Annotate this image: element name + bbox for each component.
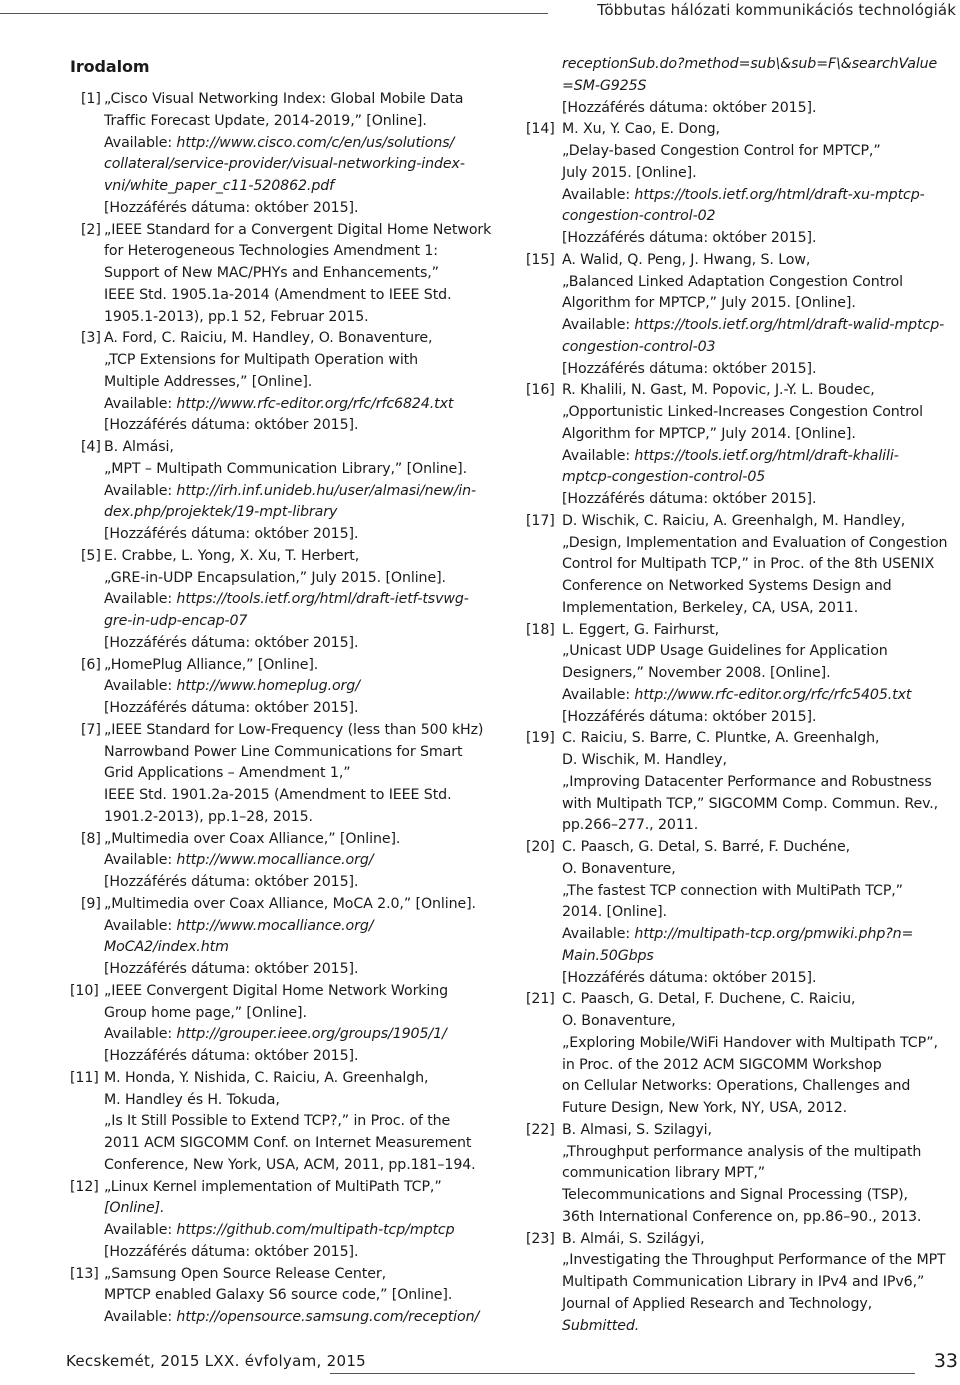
reference-line: in Proc. of the 2012 ACM SIGCOMM Workshop xyxy=(562,1056,882,1073)
reference-line: [Hozzáférés dátuma: október 2015]. xyxy=(104,700,359,716)
reference-line: Available: http://www.rfc-editor.org/rfc/rfc6824.txt xyxy=(104,395,454,412)
reference-item xyxy=(70,1177,510,1264)
reference-line: Available: https://tools.ietf.org/html/draft-khalili- xyxy=(562,447,899,464)
reference-item xyxy=(81,829,510,894)
reference-line: „Investigating the Throughput Performance of the MPT xyxy=(562,1252,946,1269)
reference-line: Available: https://tools.ietf.org/html/draft-ietf-tsvwg- xyxy=(104,591,469,608)
reference-line: Designers,” November 2008. [Online]. xyxy=(562,665,831,681)
reference-line: Available: http://www.mocalliance.org/ xyxy=(104,852,374,869)
reference-line: C. Raiciu, S. Barre, C. Pluntke, A. Greenhalgh, xyxy=(562,730,880,747)
reference-item xyxy=(81,894,510,981)
reference-line: Conference, New York, USA, ACM, 2011, pp.181–194. xyxy=(104,1156,476,1173)
reference-line: „Exploring Mobile/WiFi Handover with Multipath TCP”, xyxy=(562,1034,938,1051)
reference-item xyxy=(526,728,960,837)
reference-item xyxy=(526,54,960,119)
reference-line: 1905.1-2013), pp.1 52, Februar 2015. xyxy=(104,308,369,325)
reference-url[interactable]: http://www.rfc-editor.org/rfc/rfc5405.txt xyxy=(634,686,912,703)
reference-line: 2011 ACM SIGCOMM Conf. on Internet Measurement xyxy=(104,1135,472,1151)
reference-line: M. Xu, Y. Cao, E. Dong, xyxy=(562,121,720,138)
reference-number: [23] xyxy=(526,1230,555,1247)
reference-item xyxy=(526,837,960,989)
reference-number: [4] xyxy=(81,439,101,455)
reference-line: „IEEE Convergent Digital Home Network Working xyxy=(104,982,449,999)
reference-url[interactable]: http://www.rfc-editor.org/rfc/rfc6824.txt xyxy=(176,395,454,412)
reference-line: gre-in-udp-encap-07 xyxy=(104,613,248,629)
reference-number: [17] xyxy=(526,512,555,529)
reference-line: dex.php/projektek/19-mpt-library xyxy=(104,504,338,521)
reference-line: E. Crabbe, L. Yong, X. Xu, T. Herbert, xyxy=(104,547,360,564)
reference-number: [11] xyxy=(70,1069,99,1086)
reference-line: Implementation, Berkeley, CA, USA, 2011. xyxy=(562,599,859,616)
reference-line: M. Handley és H. Tokuda, xyxy=(104,1091,280,1108)
reference-line: „Delay-based Congestion Control for MPTCP,” xyxy=(562,143,881,159)
reference-line: Main.50Gbps xyxy=(562,947,654,964)
reference-line: MoCA2/index.htm xyxy=(104,939,229,956)
reference-line: =SM-G925S xyxy=(562,77,647,94)
reference-line: congestion-control-02 xyxy=(562,208,716,225)
reference-number: [2] xyxy=(81,221,101,238)
reference-line: L. Eggert, G. Fairhurst, xyxy=(562,621,720,638)
reference-line: [Hozzáférés dátuma: október 2015]. xyxy=(562,99,817,116)
reference-line: [Hozzáférés dátuma: október 2015]. xyxy=(562,969,817,986)
reference-line: 1901.2-2013), pp.1–28, 2015. xyxy=(104,808,313,825)
reference-url[interactable]: https://github.com/multipath-tcp/mptcp xyxy=(176,1222,455,1238)
reference-number: [22] xyxy=(526,1121,555,1138)
right-column xyxy=(526,54,960,1337)
reference-number: [15] xyxy=(526,251,555,268)
reference-url[interactable]: https://tools.ietf.org/html/draft-walid-mptcp- xyxy=(634,317,945,333)
reference-line: Algorithm for MPTCP,” July 2014. [Online]. xyxy=(562,425,856,442)
reference-item xyxy=(81,220,510,329)
reference-item xyxy=(526,380,960,511)
reference-line: O. Bonaventure, xyxy=(562,1013,676,1029)
reference-item xyxy=(81,546,510,655)
reference-line: „Linux Kernel implementation of MultiPath TCP,” xyxy=(104,1178,442,1195)
reference-line: Grid Applications – Amendment 1,” xyxy=(104,765,351,782)
left-column xyxy=(70,54,510,1329)
reference-url[interactable]: http://www.homeplug.org/ xyxy=(176,678,360,695)
reference-line: [Hozzáférés dátuma: október 2015]. xyxy=(104,526,359,542)
reference-item xyxy=(526,119,960,250)
reference-line: with Multipath TCP,” SIGCOMM Comp. Commun. Rev., xyxy=(562,795,939,812)
reference-line: M. Honda, Y. Nishida, C. Raiciu, A. Greenhalgh, xyxy=(104,1069,429,1086)
reference-item xyxy=(526,1120,960,1229)
reference-line: Available: http://opensource.samsung.com/reception/ xyxy=(104,1309,480,1325)
reference-line: A. Walid, Q. Peng, J. Hwang, S. Low, xyxy=(562,251,811,268)
reference-number: [1] xyxy=(81,91,101,107)
reference-line: [Hozzáférés dátuma: október 2015]. xyxy=(104,1243,359,1260)
reference-line: „IEEE Standard for Low-Frequency (less than 500 kHz) xyxy=(104,721,484,738)
reference-line: [Hozzáférés dátuma: október 2015]. xyxy=(104,961,359,977)
reference-line: for Heterogeneous Technologies Amendment 1: xyxy=(104,243,438,260)
reference-line: Available: http://irh.inf.unideb.hu/user/almasi/new/in- xyxy=(104,482,477,499)
reference-item xyxy=(81,89,510,220)
reference-line: July 2015. [Online]. xyxy=(562,164,697,181)
reference-line: „Opportunistic Linked-Increases Congestion Control xyxy=(562,404,923,420)
reference-line: „IEEE Standard for a Convergent Digital Home Network xyxy=(104,221,492,238)
section-title: Irodalom xyxy=(70,57,150,76)
reference-line: Control for Multipath TCP,” in Proc. of the 8th USENIX xyxy=(562,556,935,573)
reference-line: Journal of Applied Research and Technology, xyxy=(562,1295,873,1312)
reference-line: „Balanced Linked Adaptation Congestion Control xyxy=(562,273,903,290)
reference-line: O. Bonaventure, xyxy=(562,860,676,877)
reference-number: [3] xyxy=(81,330,101,347)
reference-url[interactable]: http://www.mocalliance.org/ xyxy=(176,852,374,869)
reference-number: [16] xyxy=(526,382,555,399)
reference-item xyxy=(81,720,510,829)
reference-line: C. Paasch, G. Detal, F. Duchene, C. Raiciu, xyxy=(562,991,856,1008)
footer-journal: Kecskemét, 2015 LXX. évfolyam, 2015 xyxy=(66,1352,367,1370)
reference-line: Available: http://grouper.ieee.org/groups/1905/1/ xyxy=(104,1026,447,1043)
reference-line: „MPT – Multipath Communication Library,” [Online]. xyxy=(104,460,468,477)
reference-url[interactable]: http://www.cisco.com/c/en/us/solutions/ xyxy=(176,134,455,151)
reference-line: „Improving Datacenter Performance and Robustness xyxy=(562,773,932,790)
reference-line: R. Khalili, N. Gast, M. Popovic, J.-Y. L. Boudec, xyxy=(562,382,875,399)
reference-line: collateral/service-provider/visual-networking-index- xyxy=(104,156,465,173)
reference-line: Algorithm for MPTCP,” July 2015. [Online]. xyxy=(562,295,856,312)
reference-item xyxy=(526,620,960,729)
reference-line: on Cellular Networks: Operations, Challenges and xyxy=(562,1078,911,1095)
reference-item xyxy=(70,981,510,1068)
reference-line: „HomePlug Alliance,” [Online]. xyxy=(104,656,319,673)
reference-url[interactable]: https://tools.ietf.org/html/draft-khalili- xyxy=(634,447,899,464)
reference-line: Available: http://www.cisco.com/c/en/us/solutions/ xyxy=(104,134,455,151)
reference-line: Available: http://www.mocalliance.org/ xyxy=(104,917,374,934)
reference-line: IEEE Std. 1901.2a-2015 (Amendment to IEEE Std. xyxy=(104,787,452,803)
reference-number: [18] xyxy=(526,621,555,638)
reference-line: „Unicast UDP Usage Guidelines for Application xyxy=(562,643,888,660)
reference-url[interactable]: http://multipath-tcp.org/pmwiki.php?n= xyxy=(634,926,914,942)
reference-line: [Online]. xyxy=(104,1200,165,1217)
reference-line: D. Wischik, C. Raiciu, A. Greenhalgh, M. Handley, xyxy=(562,512,906,529)
reference-line: Narrowband Power Line Communications for Smart xyxy=(104,743,463,760)
reference-line: „Throughput performance analysis of the multipath xyxy=(562,1143,922,1160)
reference-line: Traffic Forecast Update, 2014-2019,” [Online]. xyxy=(104,112,427,129)
reference-line: [Hozzáférés dátuma: október 2015]. xyxy=(562,360,817,377)
reference-item xyxy=(70,1264,510,1329)
reference-item xyxy=(526,1229,960,1338)
left-reference-list xyxy=(70,89,510,1329)
reference-line: [Hozzáférés dátuma: október 2015]. xyxy=(104,1048,359,1064)
reference-line: „Samsung Open Source Release Center, xyxy=(104,1265,387,1282)
reference-item xyxy=(81,328,510,437)
reference-number: [19] xyxy=(526,730,555,747)
reference-line: MPTCP enabled Galaxy S6 source code,” [Online]. xyxy=(104,1287,453,1304)
reference-item xyxy=(526,250,960,381)
reference-line: vni/white_paper_c11-520862.pdf xyxy=(104,178,335,194)
reference-line: „Cisco Visual Networking Index: Global Mobile Data xyxy=(104,91,464,107)
reference-line: receptionSub.do?method=sub\&sub=F\&searchValue xyxy=(562,56,938,72)
reference-url[interactable]: https://tools.ietf.org/html/draft-xu-mptcp- xyxy=(634,186,925,203)
reference-line: Group home page,” [Online]. xyxy=(104,1004,307,1021)
reference-line: Available: https://tools.ietf.org/html/draft-walid-mptcp- xyxy=(562,317,945,333)
reference-item xyxy=(81,437,510,546)
reference-item xyxy=(70,1068,510,1177)
reference-line: „The fastest TCP connection with MultiPath TCP,” xyxy=(562,882,903,899)
page-number: 33 xyxy=(933,1350,958,1372)
reference-line: Available: http://www.homeplug.org/ xyxy=(104,678,360,695)
reference-line: Available: http://www.rfc-editor.org/rfc/rfc5405.txt xyxy=(562,686,912,703)
reference-line: [Hozzáférés dátuma: október 2015]. xyxy=(562,708,817,725)
reference-number: [12] xyxy=(70,1178,99,1195)
reference-line: congestion-control-03 xyxy=(562,338,716,355)
reference-line: [Hozzáférés dátuma: október 2015]. xyxy=(562,491,817,507)
reference-line: Support of New MAC/PHYs and Enhancements,” xyxy=(104,265,439,281)
reference-number: [9] xyxy=(81,895,101,912)
reference-line: A. Ford, C. Raiciu, M. Handley, O. Bonaventure, xyxy=(104,330,433,347)
reference-line: Available: https://github.com/multipath-tcp/mptcp xyxy=(104,1222,455,1238)
reference-line: Telecommunications and Signal Processing (TSP), xyxy=(562,1187,908,1203)
header-rule xyxy=(0,13,548,14)
reference-number: [6] xyxy=(81,656,101,673)
reference-line: Conference on Networked Systems Design and xyxy=(562,578,892,594)
footer-rule xyxy=(330,1373,915,1374)
reference-line: C. Paasch, G. Detal, S. Barré, F. Duchéne, xyxy=(562,839,850,855)
reference-item xyxy=(526,989,960,1120)
reference-line: 36th International Conference on, pp.86–90., 2013. xyxy=(562,1208,922,1225)
reference-line: [Hozzáférés dátuma: október 2015]. xyxy=(562,230,817,246)
reference-line: IEEE Std. 1905.1a-2014 (Amendment to IEEE Std. xyxy=(104,286,452,303)
reference-line: D. Wischik, M. Handley, xyxy=(562,752,727,768)
reference-line: „TCP Extensions for Multipath Operation with xyxy=(104,352,419,368)
reference-number: [8] xyxy=(81,830,101,847)
reference-line: pp.266–277., 2011. xyxy=(562,817,699,834)
reference-line: [Hozzáférés dátuma: október 2015]. xyxy=(104,417,359,434)
reference-line: 2014. [Online]. xyxy=(562,904,667,921)
reference-url[interactable]: http://opensource.samsung.com/reception/ xyxy=(176,1309,480,1325)
reference-line: Available: https://tools.ietf.org/html/draft-xu-mptcp- xyxy=(562,186,925,203)
reference-number: [5] xyxy=(81,547,101,564)
right-reference-list xyxy=(526,54,960,1337)
reference-number: [20] xyxy=(526,839,555,855)
reference-line: „Multimedia over Coax Alliance, MoCA 2.0,” [Online]. xyxy=(104,895,476,912)
reference-line: [Hozzáférés dátuma: október 2015]. xyxy=(104,634,359,651)
reference-number: [10] xyxy=(70,982,99,999)
reference-item xyxy=(81,655,510,720)
reference-item xyxy=(526,511,960,620)
reference-line: Submitted. xyxy=(562,1317,640,1334)
reference-url[interactable]: http://www.mocalliance.org/ xyxy=(176,917,374,934)
reference-url[interactable]: http://grouper.ieee.org/groups/1905/1/ xyxy=(176,1026,447,1043)
reference-line: „GRE-in-UDP Encapsulation,” July 2015. [Online]. xyxy=(104,569,446,586)
reference-line: [Hozzáférés dátuma: október 2015]. xyxy=(104,874,359,890)
reference-line: B. Almási, xyxy=(104,439,174,455)
reference-line: mptcp-congestion-control-05 xyxy=(562,469,766,486)
reference-line: Multipath Communication Library in IPv4 and IPv6,” xyxy=(562,1274,925,1290)
reference-line: „Design, Implementation and Evaluation of Congestion xyxy=(562,534,948,551)
reference-line: „Multimedia over Coax Alliance,” [Online]. xyxy=(104,830,401,847)
reference-line: Future Design, New York, NY, USA, 2012. xyxy=(562,1100,848,1116)
reference-number: [14] xyxy=(526,121,555,138)
reference-number: [13] xyxy=(70,1265,99,1282)
reference-line: Available: http://multipath-tcp.org/pmwiki.php?n= xyxy=(562,926,914,942)
reference-url[interactable]: https://tools.ietf.org/html/draft-ietf-tsvwg- xyxy=(176,591,469,608)
reference-line: B. Almái, S. Szilágyi, xyxy=(562,1230,705,1247)
reference-line: „Is It Still Possible to Extend TCP?,” in Proc. of the xyxy=(104,1113,451,1130)
reference-number: [7] xyxy=(81,721,101,738)
reference-url[interactable]: http://irh.inf.unideb.hu/user/almasi/new/in- xyxy=(176,482,477,499)
reference-number: [21] xyxy=(526,991,555,1008)
reference-line: Multiple Addresses,” [Online]. xyxy=(104,373,313,390)
reference-line: communication library MPT,” xyxy=(562,1165,766,1182)
running-header: Többutas hálózati kommunikációs technológiák xyxy=(597,1,956,19)
reference-line: B. Almasi, S. Szilagyi, xyxy=(562,1121,712,1138)
reference-line: [Hozzáférés dátuma: október 2015]. xyxy=(104,199,359,216)
